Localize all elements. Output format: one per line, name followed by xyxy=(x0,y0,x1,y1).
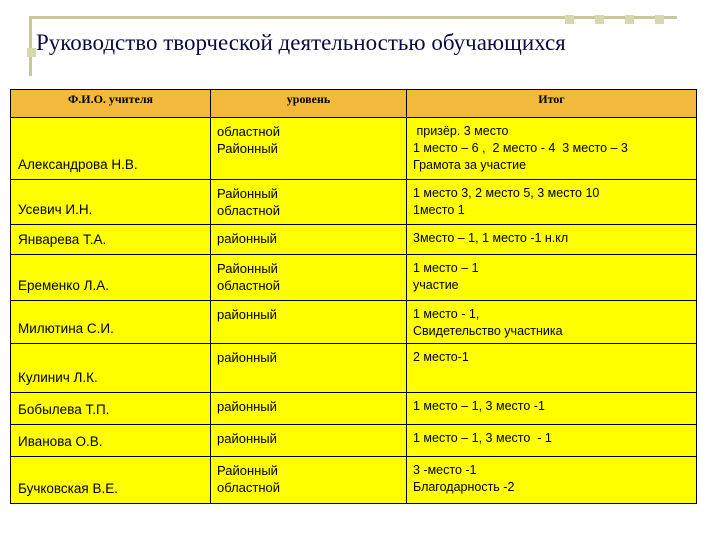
teacher-name: Александрова Н.В. xyxy=(11,118,211,180)
result-line: 1 место – 1, 3 место -1 xyxy=(413,399,545,413)
level-cell xyxy=(211,301,407,344)
result-cell xyxy=(407,425,697,457)
teachers-table xyxy=(10,89,697,504)
page-title: Руководство творческой деятельностью обучающихся xyxy=(36,30,566,55)
result-line: 1 место – 6 , 2 место - 4 3 место – 3 xyxy=(413,141,628,155)
result-cell xyxy=(407,180,697,225)
teacher-name: Бучковская В.Е. xyxy=(11,457,211,504)
result-line: 3 -место -1 xyxy=(413,463,477,477)
table-header-row xyxy=(11,90,697,118)
result-line: Благодарность -2 xyxy=(413,480,515,494)
teacher-name: Милютина С.И. xyxy=(11,301,211,344)
result-line: 1 место – 1, 3 место - 1 xyxy=(413,431,552,445)
level-line: Районный xyxy=(217,463,278,478)
level-cell xyxy=(211,344,407,393)
table-row xyxy=(11,457,697,504)
result-line: Грамота за участие xyxy=(413,158,527,172)
decorative-square xyxy=(595,15,604,24)
teacher-name: Кулинич Л.К. xyxy=(11,344,211,393)
level-line: районный xyxy=(217,307,277,322)
level-line: Районный xyxy=(217,141,278,156)
header-level: уровень xyxy=(211,90,407,118)
result-cell xyxy=(407,118,697,180)
table-row xyxy=(11,225,697,255)
result-line: 1место 1 xyxy=(413,203,465,217)
result-line: 2 место-1 xyxy=(413,350,469,364)
result-line: 1 место - 1, xyxy=(413,307,480,321)
decorative-square xyxy=(565,15,574,24)
result-cell xyxy=(407,457,697,504)
teacher-name: Усевич И.Н. xyxy=(11,180,211,225)
level-cell xyxy=(211,393,407,425)
level-cell xyxy=(211,118,407,180)
level-line: районный xyxy=(217,231,277,246)
result-line: 1 место – 1 xyxy=(413,261,479,275)
table-row xyxy=(11,393,697,425)
level-line: областной xyxy=(217,278,281,293)
level-cell xyxy=(211,425,407,457)
decorative-square xyxy=(625,15,634,24)
level-cell xyxy=(211,457,407,504)
decorative-top-line xyxy=(29,16,677,19)
level-cell xyxy=(211,255,407,301)
level-line: областной xyxy=(217,480,281,495)
result-line: Свидетельство участника xyxy=(413,324,563,338)
decorative-square xyxy=(655,15,664,24)
table-row xyxy=(11,301,697,344)
table-row xyxy=(11,255,697,301)
table-row xyxy=(11,118,697,180)
result-cell xyxy=(407,344,697,393)
level-line: Районный xyxy=(217,186,278,201)
result-line: призёр. 3 место xyxy=(413,124,509,138)
table-row xyxy=(11,344,697,393)
result-cell xyxy=(407,225,697,255)
result-line: 3место – 1, 1 место -1 н.кл xyxy=(413,231,569,245)
level-line: районный xyxy=(217,350,277,365)
teacher-name: Еременко Л.А. xyxy=(11,255,211,301)
table-row xyxy=(11,180,697,225)
result-cell xyxy=(407,393,697,425)
result-line: 1 место 3, 2 место 5, 3 место 10 xyxy=(413,186,600,200)
level-line: областной xyxy=(217,203,281,218)
decorative-square xyxy=(27,48,36,57)
table-row xyxy=(11,425,697,457)
header-teacher-name: Ф.И.О. учителя xyxy=(11,90,211,118)
level-cell xyxy=(211,180,407,225)
result-line: участие xyxy=(413,278,459,292)
teacher-name: Январева Т.А. xyxy=(11,225,211,255)
decorative-left-line xyxy=(29,16,32,76)
teacher-name: Иванова О.В. xyxy=(11,425,211,457)
level-line: районный xyxy=(217,399,277,414)
result-cell xyxy=(407,255,697,301)
teacher-name: Бобылева Т.П. xyxy=(11,393,211,425)
level-cell xyxy=(211,225,407,255)
level-line: районный xyxy=(217,431,277,446)
level-line: Районный xyxy=(217,261,278,276)
header-result: Итог xyxy=(407,90,697,118)
result-cell xyxy=(407,301,697,344)
level-line: областной xyxy=(217,124,281,139)
